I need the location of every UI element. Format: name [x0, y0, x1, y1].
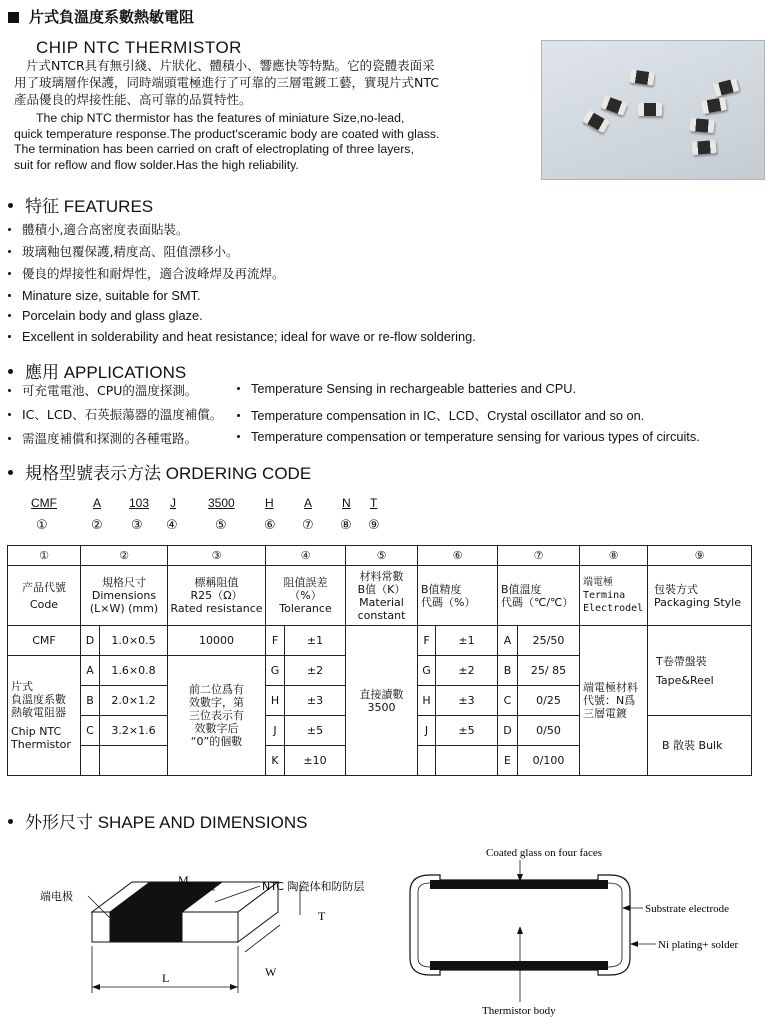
- arrow-icon: [92, 984, 100, 990]
- arrow-icon: [630, 941, 638, 947]
- table-row: [8, 626, 752, 656]
- table-cell-line: 前二位爲有: [189, 683, 244, 696]
- feature-text: 玻璃釉包覆保護,精度高、阻值漂移小。: [22, 244, 239, 259]
- bullet-icon: [8, 250, 11, 253]
- feature-text: 優良的焊接性和耐焊性，適合波峰焊及再流焊。: [22, 266, 285, 281]
- chip-image: [713, 78, 740, 97]
- code-desc-cell: [8, 656, 81, 776]
- features-heading: [8, 192, 153, 217]
- table-header-cell: ①: [8, 546, 81, 566]
- order-code-number: ⑦: [302, 518, 314, 533]
- table-cell: ±3: [436, 686, 498, 716]
- label-ni-plating: Ni plating+ solder: [658, 939, 739, 951]
- table-cell-line: 三位表示有: [189, 709, 244, 722]
- label-l: L: [162, 971, 170, 985]
- application-text: Temperature compensation or temperature sensing for various types of circuits.: [251, 429, 700, 444]
- page-title: [8, 6, 194, 27]
- chip-image: [601, 95, 628, 115]
- table-cell: ±3: [285, 686, 346, 716]
- order-code-number: ⑥: [264, 518, 276, 533]
- table-cell: H: [266, 686, 285, 716]
- chip-image: [689, 118, 714, 133]
- table-cell-line: 三層電鍍: [583, 707, 627, 720]
- bullet-icon: [8, 470, 13, 475]
- table-header-cell: ⑥: [418, 546, 498, 566]
- order-code-part: N: [342, 496, 351, 510]
- table-cell: [100, 746, 168, 776]
- product-photo: [541, 40, 765, 180]
- table-cell: E: [498, 746, 518, 776]
- header-b-accuracy: [418, 566, 498, 626]
- table-cell: ±1: [285, 626, 346, 656]
- header-line: R25（Ω）: [190, 589, 243, 602]
- table-cell: A: [498, 626, 518, 656]
- feature-item: [8, 264, 285, 282]
- table-cell: 0/100: [518, 746, 580, 776]
- table-cell-line: 效數字后: [194, 722, 239, 735]
- intro-en-line: quick temperature response.The product'sceramic body are coated with glass.: [14, 126, 440, 141]
- chip-image: [629, 69, 655, 85]
- applications-heading-text: 應用 APPLICATIONS: [25, 363, 187, 382]
- label-substrate: Substrate electrode: [645, 903, 729, 915]
- header-line: Material: [359, 595, 404, 609]
- application-text: 可充電電池、CPU的溫度探測。: [22, 383, 198, 398]
- header-b-temp: [498, 566, 580, 626]
- application-item: [8, 381, 197, 399]
- label-coated-glass: Coated glass on four faces: [486, 847, 603, 859]
- table-cell: 10000: [168, 626, 266, 656]
- header-line: 規格尺寸: [102, 576, 146, 589]
- application-item: [237, 429, 700, 444]
- feature-item: [8, 220, 188, 238]
- table-cell: 0/50: [518, 716, 580, 746]
- table-cell: 0/25: [518, 686, 580, 716]
- bullet-icon: [237, 387, 240, 390]
- order-code-part: T: [370, 496, 378, 510]
- table-cell: [436, 746, 498, 776]
- shape-diagrams: [0, 830, 775, 1027]
- header-line: Packaging Style: [654, 595, 741, 609]
- packaging-bulk-cell: [648, 716, 752, 776]
- table-cell-line: Thermistor: [11, 738, 71, 751]
- table-cell-line: T卷帶盤裝: [656, 654, 707, 668]
- shape-heading-text: 外形尺寸 SHAPE AND DIMENSIONS: [25, 813, 308, 832]
- header-line: 包裝方式: [654, 582, 698, 596]
- intro-english: [14, 111, 526, 173]
- table-header-row: [8, 566, 752, 626]
- table-number-row: [8, 546, 752, 566]
- application-item: [237, 381, 576, 396]
- table-cell-line: B 散裝 Bulk: [662, 739, 723, 752]
- table-cell-line: 片式: [11, 680, 33, 693]
- header-packaging: [648, 566, 752, 626]
- header-line: 材料常數: [359, 569, 404, 583]
- order-code-part: A: [304, 496, 313, 510]
- header-line: Dimensions: [91, 589, 157, 602]
- square-bullet-icon: [8, 12, 19, 23]
- bullet-icon: [237, 414, 240, 417]
- intro-zh-line: 用了玻璃層作保護，同時端頭電極進行了可靠的三層電鍍工藝，實現片式NTC: [14, 75, 439, 90]
- table-cell: 3.2×1.6: [100, 716, 168, 746]
- bullet-icon: [8, 335, 11, 338]
- application-item: [8, 429, 197, 447]
- order-code-number: ②: [91, 518, 103, 533]
- bullet-icon: [8, 203, 13, 208]
- label-w: W: [265, 965, 277, 979]
- feature-text: Excellent in solderability and heat resistance; ideal for wave or re-flow soldering.: [22, 329, 476, 344]
- bullet-icon: [8, 294, 11, 297]
- table-cell-line: 效數字，第: [189, 696, 244, 709]
- table-cell: B: [498, 656, 518, 686]
- product-title: CHIP NTC THERMISTOR: [36, 38, 242, 57]
- order-code-part: A: [93, 496, 102, 510]
- table-cell: C: [498, 686, 518, 716]
- material-cell: [346, 626, 418, 776]
- table-cell-line: 熱敏電阻器: [11, 706, 66, 719]
- feature-text: 體積小,適合高密度表面貼裝。: [22, 222, 189, 237]
- intro-chinese: [14, 57, 524, 108]
- order-code-part: CMF: [31, 496, 57, 510]
- application-item: [8, 405, 222, 423]
- table-cell: C: [81, 716, 100, 746]
- table-cell-line: 代號：N爲: [583, 694, 636, 707]
- packaging-tape-cell: [648, 626, 752, 716]
- ordering-heading: [8, 459, 311, 484]
- table-cell-line: 端電極材料: [583, 681, 638, 694]
- table-header-cell: ⑧: [580, 546, 648, 566]
- page-title-text: 片式負溫度系數熱敏電阻: [29, 8, 195, 26]
- label-t: T: [318, 909, 326, 923]
- chip-image: [701, 97, 727, 114]
- table-cell-line: “0”的個數: [190, 735, 243, 748]
- header-code: [8, 566, 81, 626]
- header-line: 標稱阻值: [194, 576, 239, 589]
- order-code-number: ⑨: [368, 518, 380, 533]
- bullet-icon: [8, 389, 11, 392]
- table-cell: 25/ 85: [518, 656, 580, 686]
- ordering-heading-text: 規格型號表示方法 ORDERING CODE: [25, 464, 312, 483]
- order-code-number: ⑤: [215, 518, 227, 533]
- table-cell: D: [498, 716, 518, 746]
- table-cell: K: [266, 746, 285, 776]
- table-cell: ±5: [436, 716, 498, 746]
- bullet-icon: [8, 272, 11, 275]
- table-cell: F: [418, 626, 436, 656]
- table-header-cell: ⑦: [498, 546, 580, 566]
- order-code-part: 3500: [208, 496, 235, 510]
- table-cell: ±1: [436, 626, 498, 656]
- table-cell: 1.0×0.5: [100, 626, 168, 656]
- table-cell: G: [266, 656, 285, 686]
- bullet-icon: [8, 228, 11, 231]
- table-header-cell: ③: [168, 546, 266, 566]
- table-cell: F: [266, 626, 285, 656]
- table-cell: [418, 746, 436, 776]
- table-header-cell: ⑤: [346, 546, 418, 566]
- feature-item: [8, 308, 203, 323]
- bullet-icon: [8, 369, 13, 374]
- bullet-icon: [8, 437, 11, 440]
- header-line: B值（K）: [357, 582, 406, 596]
- header-line: 端電極: [583, 577, 613, 588]
- table-cell: A: [81, 656, 100, 686]
- application-text: IC、LCD、石英振蕩器的溫度補償。: [22, 407, 223, 422]
- order-code-number: ①: [36, 518, 48, 533]
- table-cell: 1.6×0.8: [100, 656, 168, 686]
- bullet-icon: [8, 314, 11, 317]
- table-cell-line: 負溫度系數: [11, 693, 66, 706]
- table-header-cell: ②: [81, 546, 168, 566]
- intro-en-line: The chip NTC thermistor has the features of miniature Size,no-lead,: [36, 111, 405, 125]
- chip-image: [582, 110, 609, 133]
- order-code-part: H: [265, 496, 274, 510]
- header-line: 代碼（℃/℃）: [501, 595, 574, 609]
- header-line: (L×W) (mm): [89, 602, 159, 615]
- header-line: Termina: [583, 590, 626, 601]
- header-line: 代碼（%）: [421, 595, 476, 609]
- applications-heading: [8, 358, 186, 383]
- order-code-number: ④: [166, 518, 178, 533]
- bullet-icon: [8, 819, 13, 824]
- bullet-icon: [237, 435, 240, 438]
- electrode-cell: [580, 626, 648, 776]
- application-text: Temperature compensation in IC、LCD、Crystal oscillator and so on.: [251, 408, 645, 423]
- table-cell: 25/50: [518, 626, 580, 656]
- table-cell: D: [81, 626, 100, 656]
- table-cell: 2.0×1.2: [100, 686, 168, 716]
- label-m: M: [178, 873, 189, 887]
- header-tolerance: [266, 566, 346, 626]
- order-code-number: ③: [131, 518, 143, 533]
- header-rated: [168, 566, 266, 626]
- table-cell: ±5: [285, 716, 346, 746]
- application-text: Temperature Sensing in rechargeable batteries and CPU.: [251, 381, 577, 396]
- chip-image: [691, 140, 716, 155]
- arrow-icon: [230, 984, 238, 990]
- bullet-icon: [8, 413, 11, 416]
- header-line: B值溫度: [501, 582, 542, 596]
- header-line: Electrodel: [583, 603, 644, 614]
- header-line: 阻值誤差: [283, 576, 328, 589]
- table-cell: B: [81, 686, 100, 716]
- feature-item: [8, 329, 476, 344]
- application-text: 需溫度補償和探測的各種電路。: [22, 431, 198, 446]
- table-cell: H: [418, 686, 436, 716]
- table-cell: CMF: [8, 626, 81, 656]
- chip-image: [638, 103, 662, 116]
- table-header-cell: ⑨: [648, 546, 752, 566]
- table-cell-line: 3500: [367, 700, 396, 714]
- rated-desc-cell: [168, 656, 266, 776]
- table-cell-line: 直接讀數: [359, 687, 404, 701]
- label-thermistor-body: Thermistor body: [482, 1005, 556, 1017]
- order-code-part: 103: [129, 496, 150, 510]
- header-material: [346, 566, 418, 626]
- table-cell: ±2: [436, 656, 498, 686]
- header-line: constant: [357, 608, 406, 622]
- chip-3d-diagram: [92, 882, 278, 942]
- application-item: [237, 405, 644, 424]
- table-cell: G: [418, 656, 436, 686]
- intro-en-line: suit for reflow and flow solder.Has the high reliability.: [14, 157, 299, 172]
- header-dimensions: [81, 566, 168, 626]
- table-cell: J: [266, 716, 285, 746]
- table-cell: ±2: [285, 656, 346, 686]
- intro-zh-line: 片式NTCR具有無引綫、片狀化、體積小、響應快等特點。它的瓷體表面采: [26, 58, 435, 73]
- table-cell: J: [418, 716, 436, 746]
- header-line: Tolerance: [279, 602, 332, 615]
- table-cell: [81, 746, 100, 776]
- table-cell: ±10: [285, 746, 346, 776]
- order-code-number: ⑧: [340, 518, 352, 533]
- feature-text: Minature size, suitable for SMT.: [22, 288, 201, 303]
- label-electrode: 端电极: [40, 890, 73, 903]
- header-line: （%）: [289, 589, 322, 602]
- intro-zh-line: 產品優良的焊接性能、高可靠的品質特性。: [14, 92, 252, 107]
- table-cell-line: Chip NTC: [11, 725, 62, 738]
- ordering-spec-table: [7, 545, 752, 776]
- feature-item: [8, 242, 238, 260]
- header-line: Code: [29, 597, 59, 611]
- header-line: Rated resistance: [170, 602, 263, 615]
- table-cell-line: Tape&Reel: [656, 673, 714, 687]
- feature-item: [8, 288, 201, 303]
- feature-text: Porcelain body and glass glaze.: [22, 308, 203, 323]
- features-heading-text: 特征 FEATURES: [25, 197, 154, 216]
- intro-en-line: The termination has been carried on craft of electroplating of three layers,: [14, 142, 414, 156]
- header-electrode: [580, 566, 648, 626]
- order-code-part: J: [170, 496, 176, 510]
- header-line: 产品代號: [22, 580, 66, 594]
- table-header-cell: ④: [266, 546, 346, 566]
- label-ntc: NTC 陶瓷体和防防层: [262, 880, 365, 893]
- header-line: B值精度: [421, 582, 462, 596]
